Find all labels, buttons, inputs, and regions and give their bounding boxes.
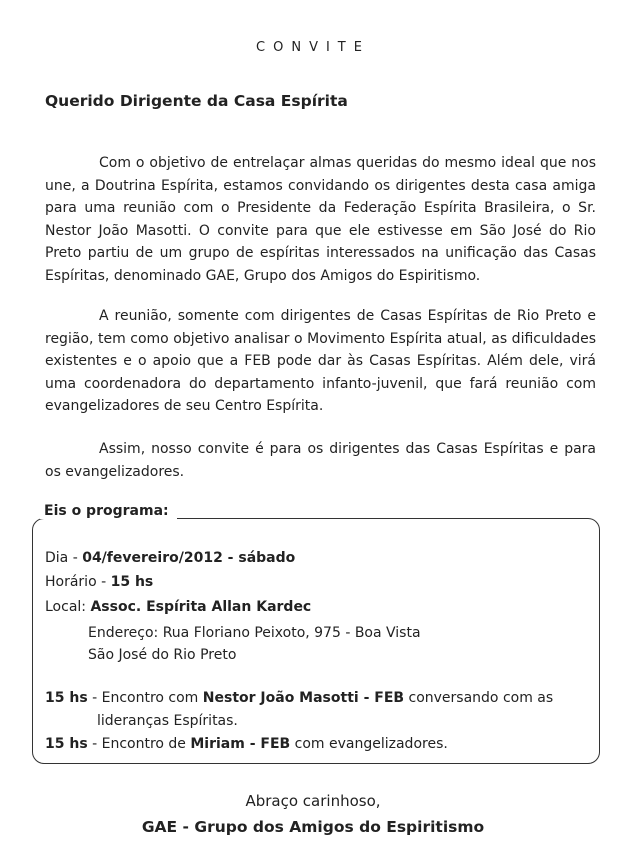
paragraph-3 [45,438,596,483]
paragraph-2-text: A reunião, somente com dirigentes de Casas Espíritas de Rio Preto e região, tem como objetivo analisar o Movimento Espírita atual, as dificuldades existentes e o apoio que a FEB pode dar às Casas Espíritas. Além dele, virá uma coordenadora do departamento infanto-juvenil, que fará reunião com evangelizadores de seu Centro Espírita. [45,308,596,414]
time-label: Horário - [45,574,111,590]
program-time [45,572,153,592]
time-value: 15 hs [110,574,154,590]
event-1-prefix: - Encontro com [87,690,203,706]
greeting-heading: Querido Dirigente da Casa Espírita [45,92,348,110]
closing-salutation: Abraço carinhoso, [245,792,381,810]
date-label: Dia - [45,550,83,566]
paragraph-3-text: Assim, nosso convite é para os dirigentes das Casas Espíritas e para os evangelizadores. [45,441,596,480]
event-2-suffix: com evangelizadores. [290,736,448,752]
event-1-highlight: Nestor João Masotti - FEB [202,690,405,706]
event-1-suffix: conversando com as [404,690,554,706]
program-date [45,548,295,568]
program-city: São José do Rio Preto [88,647,237,663]
page-title: CONVITE [256,40,370,55]
closing-signature: GAE - Grupo dos Amigos do Espiritismo [141,818,485,836]
date-value: 04/fevereiro/2012 - sábado [82,550,296,566]
event-2-highlight: Miriam - FEB [190,736,291,752]
program-address: Endereço: Rua Floriano Peixoto, 975 - Boa Vista [88,625,421,641]
paragraph-1-text: Com o objetivo de entrelaçar almas queridas do mesmo ideal que nos une, a Doutrina Espírita, estamos convidando os dirigentes desta casa amiga para uma reunião com o Presidente da Federação Espírita Brasileira, o Sr. Nestor João Masotti. O convite para que ele estivesse em São José do Rio Preto partiu de um grupo de espíritas interessados na unificação das Casas Espíritas, denominado GAE, Grupo dos Amigos do Espiritismo. [45,155,596,284]
place-label: Local: [45,599,91,615]
program-event-1 [45,688,553,708]
event-1-time: 15 hs [45,690,88,706]
program-title: Eis o programa: [40,503,177,519]
paragraph-1 [45,152,596,287]
program-event-2 [45,734,448,754]
event-2-prefix: - Encontro de [87,736,191,752]
paragraph-2 [45,305,596,418]
program-place [45,597,311,617]
event-2-time: 15 hs [45,736,88,752]
program-event-1-continuation: lideranças Espíritas. [97,713,238,729]
place-value: Assoc. Espírita Allan Kardec [90,599,312,615]
